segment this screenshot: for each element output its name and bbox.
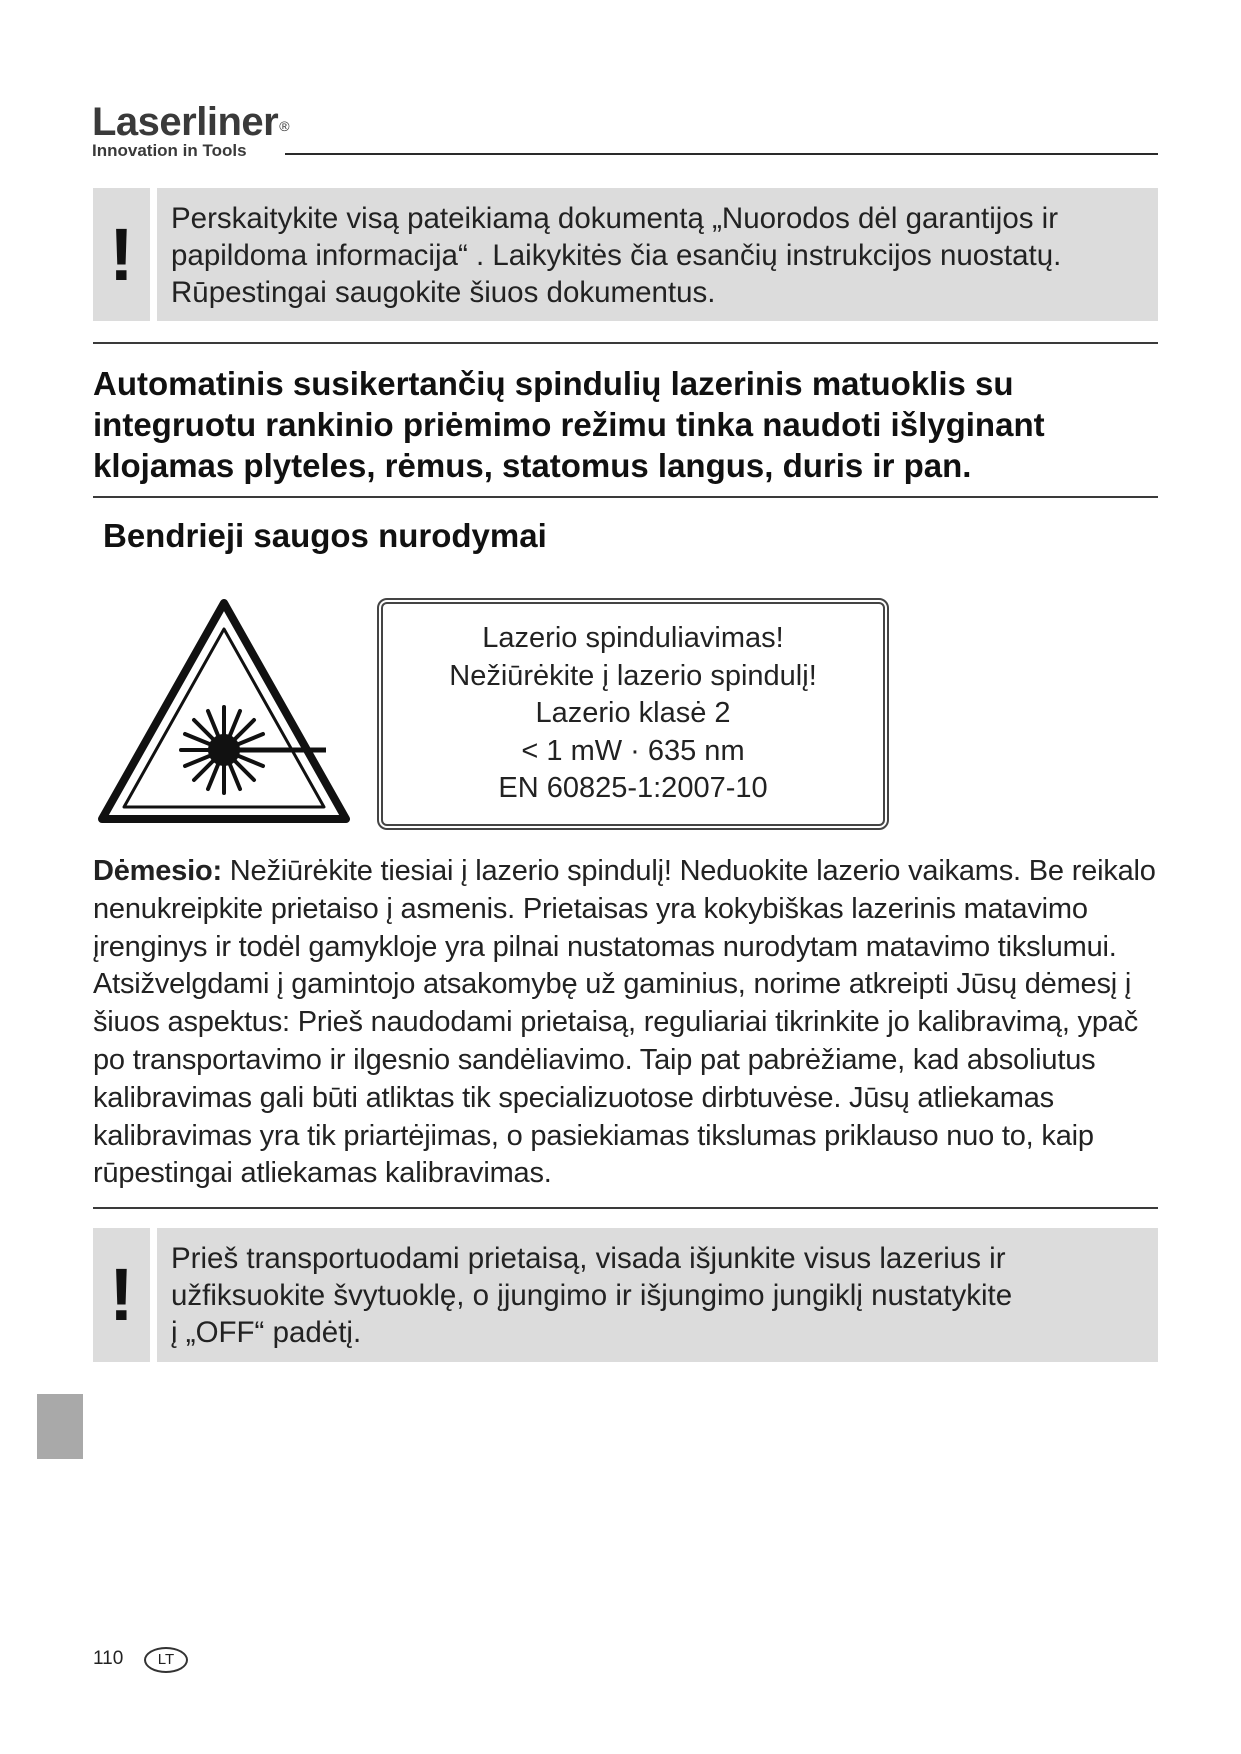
safety-warning-paragraph [93,853,1168,1193]
page-number: 110 [93,1648,124,1669]
warning-label: Dėmesio: [93,855,222,887]
laser-hazard-triangle-icon [96,595,352,827]
warning-text: Nežiūrėkite tiesiai į lazerio spindulį! Neduokite lazerio vaikams. Be reikalo nenukreipkite prietaiso į asmenis. Prietaisas yra kokybiškas lazerinis matavimo įrenginys ir todėl gamykloje yra pilnai nustatomas nurodytam matavimo tikslumui. Atsižvelgdami į gamintojo atsakomybę už gaminius, norime atkreipti Jūsų dėmesį į šiuos aspektus: Prieš naudodami prietaisą, reguliariai tikrinkite jo kalibravimą, ypač po transportavimo ir ilgesnio sandėliavimo. Taip pat pabrėžiame, kad absoliutus kalibravimas gali būti atliktas tik specializuotose dirbtuvėse. Jūsų atliekamas kalibravimas yra tik priartėjimas, o pasiekiamas tikslumas priklauso nuo to, kaip rūpestingai atliekamas kalibravimas. [93,855,1156,1190]
notice-top-line: Rūpestingai saugokite šiuos dokumentus. [171,276,716,309]
laser-label-line: Nežiūrėkite į lazerio spindulį! [449,659,817,692]
brand-name: Laserliner [92,100,279,144]
laser-label-line: < 1 mW · 635 nm [521,734,745,767]
product-description-line: klojamas plyteles, rėmus, statomus langus, duris ir pan. [93,447,972,484]
chapter-side-tab [37,1394,83,1459]
notice-top [157,188,1158,321]
notice-top-line: papildoma informacija“ . Laikykitės čia esančių instrukcijos nuostatų. [171,239,1062,272]
notice-bottom [157,1228,1158,1362]
laser-class-label [377,598,889,830]
product-description [93,363,1173,486]
section-title: Bendrieji saugos nurodymai [103,517,547,554]
divider [93,496,1158,498]
divider [93,342,1158,344]
notice-top-exclamation-icon: ! [93,188,150,321]
brand-tagline: Innovation in Tools [92,141,247,160]
divider [93,1207,1158,1209]
header-rule [285,153,1158,155]
notice-bottom-line: į „OFF“ padėtį. [171,1316,362,1349]
notice-bottom-line: Prieš transportuodami prietaisą, visada išjunkite visus lazerius ir [171,1242,1006,1275]
product-description-line: Automatinis susikertančių spindulių lazerinis matuoklis su [93,365,1014,402]
laser-label-line: EN 60825-1:2007-10 [498,772,768,805]
product-description-line: integruotu rankinio priėmimo režimu tinka naudoti išlyginant [93,406,1045,443]
registered-mark: ® [279,118,290,134]
notice-bottom-exclamation-icon: ! [93,1228,150,1362]
notice-top-line: Perskaitykite visą pateikiamą dokumentą „Nuorodos dėl garantijos ir [171,202,1059,235]
notice-bottom-line: užfiksuokite švytuoklę, o įjungimo ir išjungimo jungiklį nustatykite [171,1279,1013,1312]
brand-logo [92,102,289,142]
laser-label-line: Lazerio spinduliavimas! [482,622,784,655]
laser-label-line: Lazerio klasė 2 [535,697,731,730]
language-badge: LT [144,1647,188,1673]
